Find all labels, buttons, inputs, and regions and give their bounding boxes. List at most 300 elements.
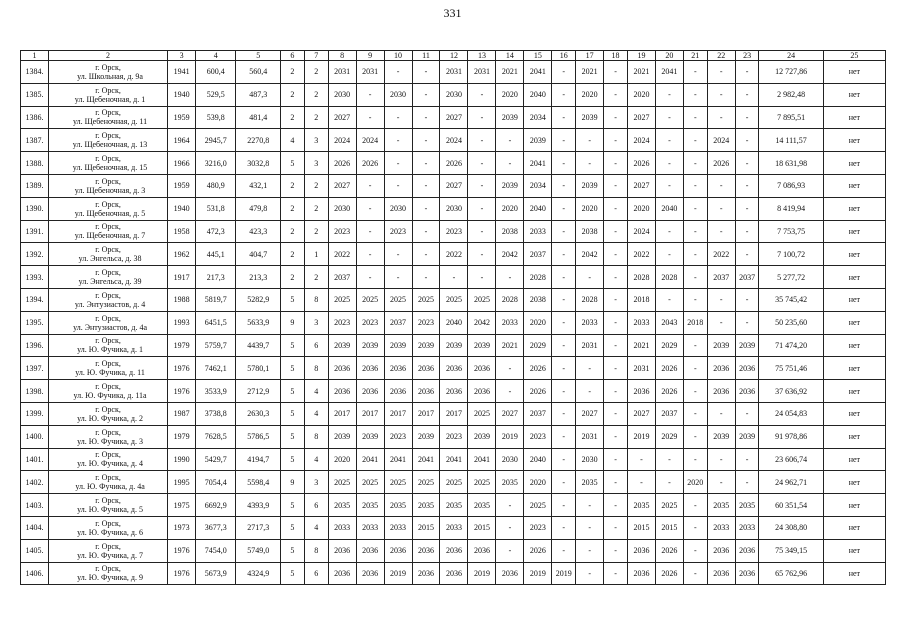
cell-col-16: - <box>552 266 576 289</box>
cell-col-13: - <box>468 152 496 175</box>
cell-col-23: 2037 <box>735 266 759 289</box>
cell-col-20: 2026 <box>655 357 683 380</box>
cell-col-3: 1958 <box>168 220 196 243</box>
cell-col-23: - <box>735 243 759 266</box>
address-cell <box>48 220 167 243</box>
column-header-14: 14 <box>496 51 524 61</box>
cell-col-9: 2024 <box>356 129 384 152</box>
cell-col-14: - <box>496 494 524 517</box>
cell-col-8: 2025 <box>328 288 356 311</box>
cell-col-18: - <box>604 380 628 403</box>
cell-col-16: - <box>552 83 576 106</box>
cell-col-14: - <box>496 266 524 289</box>
cell-col-10: 2025 <box>384 471 412 494</box>
address-city: г. Орск, <box>95 62 121 72</box>
cell-col-8: 2039 <box>328 425 356 448</box>
cell-col-20: 2028 <box>655 266 683 289</box>
address-cell <box>48 562 167 585</box>
cell-col-16: - <box>552 334 576 357</box>
cell-col-4: 539,8 <box>196 106 236 129</box>
address-cell <box>48 288 167 311</box>
cell-col-9: - <box>356 197 384 220</box>
cell-col-22: 2024 <box>707 129 735 152</box>
row-number: 1394. <box>21 288 49 311</box>
cell-col-23: - <box>735 197 759 220</box>
cell-col-13: - <box>468 106 496 129</box>
cell-col-8: 2030 <box>328 197 356 220</box>
cell-col-21: - <box>683 174 707 197</box>
address-city: г. Орск, <box>95 518 121 528</box>
cell-col-13: 2025 <box>468 471 496 494</box>
cell-col-17: 2039 <box>576 106 604 129</box>
cell-col-17: - <box>576 152 604 175</box>
cell-col-25: нет <box>823 448 885 471</box>
cell-col-20: - <box>655 220 683 243</box>
cell-col-25: нет <box>823 562 885 585</box>
row-number: 1401. <box>21 448 49 471</box>
cell-col-15: 2037 <box>524 402 552 425</box>
cell-col-19: 2024 <box>627 220 655 243</box>
cell-col-21: - <box>683 61 707 84</box>
cell-col-13: 2019 <box>468 562 496 585</box>
address-city: г. Орск, <box>95 245 121 255</box>
column-header-24: 24 <box>759 51 823 61</box>
cell-col-15: 2028 <box>524 266 552 289</box>
cell-col-6: 9 <box>280 311 304 334</box>
cell-col-21: 2018 <box>683 311 707 334</box>
cell-col-23: 2033 <box>735 516 759 539</box>
address-city: г. Орск, <box>95 541 121 551</box>
cell-col-6: 5 <box>280 539 304 562</box>
cell-col-25: нет <box>823 197 885 220</box>
address-street: ул. Щебеночная, д. 1 <box>74 94 146 104</box>
cell-col-8: 2017 <box>328 402 356 425</box>
column-header-13: 13 <box>468 51 496 61</box>
cell-col-7: 2 <box>304 106 328 129</box>
address-city: г. Орск, <box>95 336 121 346</box>
cell-col-6: 5 <box>280 357 304 380</box>
row-number: 1387. <box>21 129 49 152</box>
cell-col-17: - <box>576 129 604 152</box>
address-city: г. Орск, <box>95 496 121 506</box>
cell-col-10: 2019 <box>384 562 412 585</box>
cell-col-20: 2043 <box>655 311 683 334</box>
table-row <box>21 106 886 129</box>
cell-col-7: 8 <box>304 539 328 562</box>
cell-col-5: 213,3 <box>236 266 281 289</box>
cell-col-16: - <box>552 311 576 334</box>
address-cell <box>48 357 167 380</box>
cell-col-11: - <box>412 174 440 197</box>
cell-col-4: 6692,9 <box>196 494 236 517</box>
row-number: 1385. <box>21 83 49 106</box>
cell-col-3: 1973 <box>168 516 196 539</box>
row-number: 1396. <box>21 334 49 357</box>
address-street: ул. Ю. Фучика, д. 7 <box>77 550 143 560</box>
cell-col-12: - <box>440 266 468 289</box>
cell-col-11: - <box>412 266 440 289</box>
cell-col-23: - <box>735 129 759 152</box>
cell-col-21: - <box>683 83 707 106</box>
row-number: 1403. <box>21 494 49 517</box>
cell-col-12: 2033 <box>440 516 468 539</box>
cell-col-13: 2039 <box>468 334 496 357</box>
column-header-8: 8 <box>328 51 356 61</box>
cell-col-17: - <box>576 494 604 517</box>
cell-col-9: 2033 <box>356 516 384 539</box>
cell-col-14: 2021 <box>496 334 524 357</box>
address-city: г. Орск, <box>95 473 121 483</box>
row-number: 1386. <box>21 106 49 129</box>
cell-col-9: - <box>356 220 384 243</box>
cell-col-20: - <box>655 152 683 175</box>
cell-col-25: нет <box>823 220 885 243</box>
cell-col-3: 1995 <box>168 471 196 494</box>
cell-col-6: 2 <box>280 106 304 129</box>
cell-col-5: 2270,8 <box>236 129 281 152</box>
cell-col-17: - <box>576 539 604 562</box>
table-row <box>21 311 886 334</box>
cell-col-4: 600,4 <box>196 61 236 84</box>
cell-col-9: - <box>356 83 384 106</box>
cell-col-16: - <box>552 174 576 197</box>
cell-col-4: 5429,7 <box>196 448 236 471</box>
cell-col-20: 2041 <box>655 61 683 84</box>
cell-col-11: 2017 <box>412 402 440 425</box>
address-street: ул. Энгельса, д. 39 <box>78 277 142 287</box>
cell-col-13: 2036 <box>468 539 496 562</box>
cell-col-12: 2041 <box>440 448 468 471</box>
cell-col-4: 7462,1 <box>196 357 236 380</box>
cell-col-25: нет <box>823 174 885 197</box>
cell-col-15: 2029 <box>524 334 552 357</box>
column-header-21: 21 <box>683 51 707 61</box>
cell-col-21: - <box>683 494 707 517</box>
column-header-10: 10 <box>384 51 412 61</box>
cell-col-7: 2 <box>304 61 328 84</box>
cell-col-18: - <box>604 266 628 289</box>
cell-col-6: 5 <box>280 152 304 175</box>
row-number: 1406. <box>21 562 49 585</box>
cell-col-23: - <box>735 448 759 471</box>
cell-col-3: 1959 <box>168 106 196 129</box>
cell-col-18: - <box>604 562 628 585</box>
cell-col-7: 3 <box>304 152 328 175</box>
cell-col-18: - <box>604 402 628 425</box>
cell-col-8: 2031 <box>328 61 356 84</box>
cell-col-9: 2025 <box>356 471 384 494</box>
address-cell <box>48 61 167 84</box>
cell-col-3: 1979 <box>168 334 196 357</box>
cell-col-22: 2037 <box>707 266 735 289</box>
table-row <box>21 562 886 585</box>
cell-col-12: 2030 <box>440 197 468 220</box>
cell-col-21: - <box>683 402 707 425</box>
column-header-17: 17 <box>576 51 604 61</box>
column-header-9: 9 <box>356 51 384 61</box>
address-city: г. Орск, <box>95 154 121 164</box>
cell-col-19: 2036 <box>627 562 655 585</box>
cell-col-24: 18 631,98 <box>759 152 823 175</box>
cell-col-16: - <box>552 152 576 175</box>
cell-col-20: 2029 <box>655 334 683 357</box>
cell-col-3: 1966 <box>168 152 196 175</box>
column-header-16: 16 <box>552 51 576 61</box>
cell-col-20: - <box>655 174 683 197</box>
cell-col-20: - <box>655 106 683 129</box>
row-number: 1393. <box>21 266 49 289</box>
column-header-12: 12 <box>440 51 468 61</box>
cell-col-21: - <box>683 380 707 403</box>
cell-col-11: 2039 <box>412 334 440 357</box>
cell-col-24: 75 751,46 <box>759 357 823 380</box>
address-city: г. Орск, <box>95 199 121 209</box>
cell-col-6: 5 <box>280 288 304 311</box>
cell-col-6: 5 <box>280 562 304 585</box>
column-header-23: 23 <box>735 51 759 61</box>
cell-col-23: 2036 <box>735 539 759 562</box>
cell-col-11: - <box>412 106 440 129</box>
cell-col-13: 2042 <box>468 311 496 334</box>
cell-col-11: - <box>412 152 440 175</box>
cell-col-16: - <box>552 425 576 448</box>
row-number: 1384. <box>21 61 49 84</box>
cell-col-9: 2036 <box>356 562 384 585</box>
cell-col-24: 14 111,57 <box>759 129 823 152</box>
cell-col-18: - <box>604 357 628 380</box>
cell-col-10: 2030 <box>384 83 412 106</box>
cell-col-10: 2039 <box>384 334 412 357</box>
address-street: ул. Энгельса, д. 38 <box>78 254 142 264</box>
cell-col-25: нет <box>823 402 885 425</box>
row-number: 1395. <box>21 311 49 334</box>
address-city: г. Орск, <box>95 404 121 414</box>
cell-col-10: 2030 <box>384 197 412 220</box>
row-number: 1392. <box>21 243 49 266</box>
cell-col-19: 2028 <box>627 266 655 289</box>
cell-col-21: - <box>683 562 707 585</box>
cell-col-3: 1990 <box>168 448 196 471</box>
address-street: ул. Энтузиастов, д. 4 <box>74 299 146 309</box>
cell-col-4: 445,1 <box>196 243 236 266</box>
cell-col-19: 2022 <box>627 243 655 266</box>
cell-col-12: 2036 <box>440 562 468 585</box>
column-header-15: 15 <box>524 51 552 61</box>
cell-col-3: 1941 <box>168 61 196 84</box>
table-body <box>21 61 886 585</box>
cell-col-18: - <box>604 288 628 311</box>
address-cell <box>48 106 167 129</box>
address-street: ул. Ю. Фучика, д. 4 <box>77 459 143 469</box>
address-cell <box>48 494 167 517</box>
cell-col-25: нет <box>823 152 885 175</box>
cell-col-15: 2039 <box>524 129 552 152</box>
address-cell <box>48 402 167 425</box>
cell-col-5: 560,4 <box>236 61 281 84</box>
cell-col-8: 2023 <box>328 311 356 334</box>
cell-col-4: 480,9 <box>196 174 236 197</box>
address-city: г. Орск, <box>95 85 121 95</box>
cell-col-4: 3216,0 <box>196 152 236 175</box>
cell-col-5: 423,3 <box>236 220 281 243</box>
cell-col-13: 2035 <box>468 494 496 517</box>
cell-col-11: 2036 <box>412 380 440 403</box>
cell-col-24: 60 351,54 <box>759 494 823 517</box>
cell-col-22: - <box>707 174 735 197</box>
cell-col-21: - <box>683 288 707 311</box>
cell-col-15: 2026 <box>524 357 552 380</box>
cell-col-18: - <box>604 129 628 152</box>
cell-col-9: 2023 <box>356 311 384 334</box>
cell-col-24: 5 277,72 <box>759 266 823 289</box>
cell-col-19: 2024 <box>627 129 655 152</box>
table-row <box>21 174 886 197</box>
cell-col-5: 2630,3 <box>236 402 281 425</box>
cell-col-10: - <box>384 129 412 152</box>
cell-col-22: 2036 <box>707 357 735 380</box>
row-number: 1405. <box>21 539 49 562</box>
address-street: ул. Щебеночная, д. 11 <box>72 117 148 127</box>
cell-col-22: 2039 <box>707 425 735 448</box>
cell-col-7: 4 <box>304 402 328 425</box>
cell-col-6: 5 <box>280 516 304 539</box>
cell-col-15: 2026 <box>524 539 552 562</box>
cell-col-24: 7 895,51 <box>759 106 823 129</box>
address-city: г. Орск, <box>95 108 121 118</box>
column-header-1: 1 <box>21 51 49 61</box>
cell-col-6: 2 <box>280 266 304 289</box>
cell-col-5: 432,1 <box>236 174 281 197</box>
address-street: ул. Щебеночная, д. 3 <box>74 185 146 195</box>
cell-col-17: 2033 <box>576 311 604 334</box>
address-city: г. Орск, <box>95 313 121 323</box>
cell-col-19: 2020 <box>627 83 655 106</box>
address-street: ул. Энтузиастов, д. 4а <box>73 322 147 332</box>
cell-col-17: 2038 <box>576 220 604 243</box>
table-row <box>21 494 886 517</box>
cell-col-21: 2020 <box>683 471 707 494</box>
address-city: г. Орск, <box>95 290 121 300</box>
cell-col-15: 2020 <box>524 471 552 494</box>
cell-col-21: - <box>683 516 707 539</box>
row-number: 1397. <box>21 357 49 380</box>
cell-col-9: 2039 <box>356 334 384 357</box>
cell-col-5: 5749,0 <box>236 539 281 562</box>
cell-col-21: - <box>683 197 707 220</box>
cell-col-24: 71 474,20 <box>759 334 823 357</box>
cell-col-18: - <box>604 197 628 220</box>
cell-col-11: 2036 <box>412 357 440 380</box>
column-header-6: 6 <box>280 51 304 61</box>
cell-col-14: 2042 <box>496 243 524 266</box>
address-city: г. Орск, <box>95 382 121 392</box>
cell-col-7: 3 <box>304 129 328 152</box>
cell-col-19: 2015 <box>627 516 655 539</box>
cell-col-10: - <box>384 243 412 266</box>
cell-col-8: 2020 <box>328 448 356 471</box>
cell-col-14: 2030 <box>496 448 524 471</box>
cell-col-19: 2035 <box>627 494 655 517</box>
cell-col-16: - <box>552 243 576 266</box>
cell-col-9: - <box>356 243 384 266</box>
cell-col-18: - <box>604 516 628 539</box>
table-row <box>21 152 886 175</box>
cell-col-4: 472,3 <box>196 220 236 243</box>
address-street: ул. Школьная, д. 9а <box>77 71 143 81</box>
cell-col-20: - <box>655 243 683 266</box>
cell-col-24: 65 762,96 <box>759 562 823 585</box>
cell-col-8: 2030 <box>328 83 356 106</box>
cell-col-17: 2020 <box>576 83 604 106</box>
cell-col-4: 7054,4 <box>196 471 236 494</box>
cell-col-8: 2036 <box>328 357 356 380</box>
column-header-25: 25 <box>823 51 885 61</box>
table-row <box>21 243 886 266</box>
cell-col-13: 2039 <box>468 425 496 448</box>
cell-col-15: 2023 <box>524 425 552 448</box>
cell-col-14: 2039 <box>496 106 524 129</box>
address-street: ул. Ю. Фучика, д. 11а <box>73 391 147 401</box>
cell-col-3: 1917 <box>168 266 196 289</box>
table-row <box>21 402 886 425</box>
address-cell <box>48 516 167 539</box>
cell-col-10: 2033 <box>384 516 412 539</box>
cell-col-20: - <box>655 448 683 471</box>
cell-col-22: 2036 <box>707 562 735 585</box>
cell-col-11: 2025 <box>412 288 440 311</box>
cell-col-8: 2033 <box>328 516 356 539</box>
cell-col-18: - <box>604 152 628 175</box>
cell-col-13: - <box>468 83 496 106</box>
cell-col-14: 2038 <box>496 220 524 243</box>
column-header-3: 3 <box>168 51 196 61</box>
cell-col-10: 2041 <box>384 448 412 471</box>
cell-col-23: 2039 <box>735 334 759 357</box>
cell-col-7: 4 <box>304 516 328 539</box>
cell-col-21: - <box>683 425 707 448</box>
cell-col-21: - <box>683 334 707 357</box>
cell-col-15: 2034 <box>524 106 552 129</box>
cell-col-6: 4 <box>280 129 304 152</box>
cell-col-17: 2031 <box>576 425 604 448</box>
address-street: ул. Ю. Фучика, д. 2 <box>77 413 143 423</box>
cell-col-12: 2023 <box>440 220 468 243</box>
cell-col-13: - <box>468 174 496 197</box>
cell-col-8: 2036 <box>328 539 356 562</box>
cell-col-25: нет <box>823 311 885 334</box>
cell-col-24: 8 419,94 <box>759 197 823 220</box>
address-city: г. Орск, <box>95 427 121 437</box>
cell-col-20: 2026 <box>655 380 683 403</box>
cell-col-6: 2 <box>280 243 304 266</box>
cell-col-15: 2023 <box>524 516 552 539</box>
cell-col-22: - <box>707 471 735 494</box>
cell-col-5: 2717,3 <box>236 516 281 539</box>
cell-col-4: 2945,7 <box>196 129 236 152</box>
cell-col-14: 2020 <box>496 197 524 220</box>
cell-col-10: 2036 <box>384 380 412 403</box>
address-cell <box>48 448 167 471</box>
cell-col-17: - <box>576 516 604 539</box>
cell-col-22: - <box>707 220 735 243</box>
cell-col-19: 2033 <box>627 311 655 334</box>
cell-col-7: 2 <box>304 174 328 197</box>
cell-col-13: 2036 <box>468 380 496 403</box>
cell-col-3: 1993 <box>168 311 196 334</box>
cell-col-8: 2036 <box>328 562 356 585</box>
cell-col-17: 2021 <box>576 61 604 84</box>
cell-col-7: 1 <box>304 243 328 266</box>
